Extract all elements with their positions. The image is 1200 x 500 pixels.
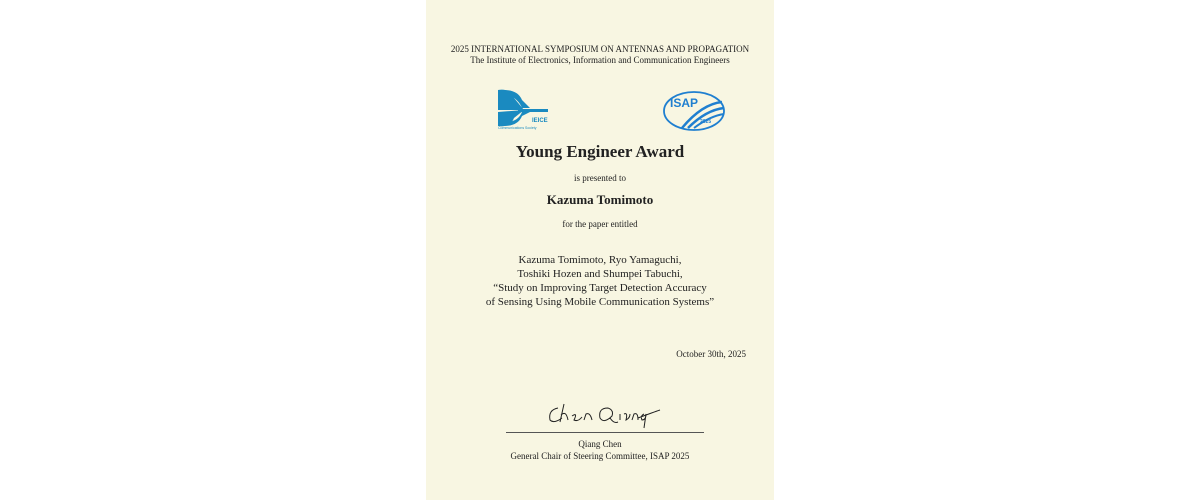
paper-line: of Sensing Using Mobile Communication Systems”: [485, 296, 715, 308]
certificate: [426, 0, 774, 500]
paper-line: Toshiki Hozen and Shumpei Tabuchi,: [517, 268, 683, 280]
signature-image: [544, 400, 664, 430]
paper-line: “Study on Improving Target Detection Accuracy: [493, 282, 707, 294]
isap-label: ISAP: [670, 96, 699, 110]
ieice-logo: [496, 88, 566, 134]
paper-reference: [426, 253, 774, 309]
recipient-name: Kazuma Tomimoto: [546, 192, 654, 207]
header-institute: The Institute of Electronics, Information and Communication Engineers: [470, 55, 730, 65]
isap-logo: [662, 90, 726, 132]
header-symposium: 2025 INTERNATIONAL SYMPOSIUM ON ANTENNAS AND PROPAGATION: [450, 44, 750, 54]
ieice-subtitle: Communications Society: [498, 126, 537, 130]
award-title: Young Engineer Award: [515, 142, 685, 161]
ieice-label: IEICE: [532, 118, 548, 124]
paper-intro: for the paper entitled: [562, 219, 638, 229]
signatory-name: Qiang Chen: [578, 439, 622, 449]
signatory-role: General Chair of Steering Committee, ISAP 2025: [510, 451, 690, 461]
isap-year: 2025: [700, 119, 712, 125]
signature-line: [506, 432, 704, 433]
paper-line: Kazuma Tomimoto, Ryo Yamaguchi,: [518, 254, 682, 266]
award-date: October 30th, 2025: [676, 349, 746, 359]
presented-text: is presented to: [574, 173, 626, 183]
